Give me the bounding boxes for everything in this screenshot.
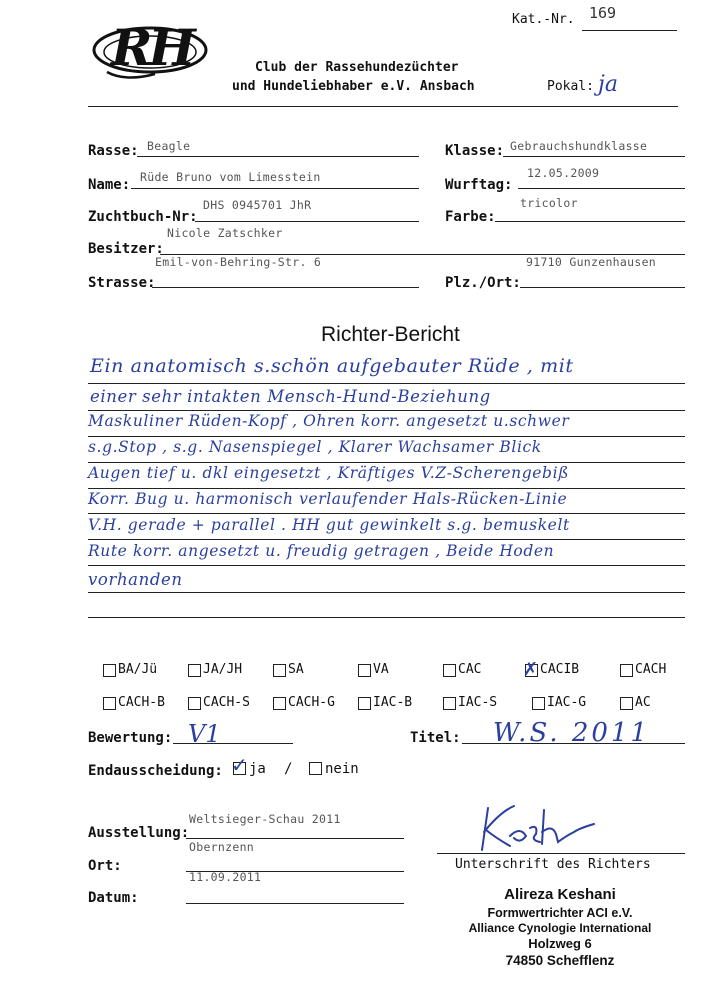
rasse-value: Beagle: [147, 139, 191, 153]
besitzer-label: Besitzer:: [88, 241, 164, 257]
rasse-line: [137, 156, 419, 157]
pokal-value: ja: [598, 72, 618, 97]
checkbox-sa-label: SA: [288, 662, 304, 677]
checkbox-iac-b-label: IAC-B: [373, 695, 413, 710]
checkbox-cach-b[interactable]: [103, 697, 116, 710]
club-logo: [85, 12, 215, 92]
check-mark-icon: ✓: [231, 753, 248, 777]
report-line-5: [88, 488, 685, 489]
report-line-6: [88, 513, 685, 514]
report-text-4: s.g.Stop , s.g. Nasenspiegel , Klarer Wachsamer Blick: [88, 438, 542, 456]
ort-label: Ort:: [88, 858, 122, 874]
klasse-label: Klasse:: [445, 143, 505, 159]
wurftag-line: [518, 188, 685, 189]
checkbox-iac-g[interactable]: [532, 697, 545, 710]
logo-monogram: RH: [111, 18, 192, 77]
report-text-7: V.H. gerade + parallel . HH gut gewinkelt s.g. bemuskelt: [88, 516, 570, 534]
report-text-6: Korr. Bug u. harmonisch verlaufender Hals-Rücken-Linie: [88, 490, 568, 508]
besitzer-value: Nicole Zatschker: [167, 226, 283, 240]
checkbox-cach-label: CACH: [635, 662, 667, 677]
report-line-9: [88, 592, 685, 593]
plz-value: 91710 Gunzenhausen: [526, 255, 657, 269]
stamp-line4: 74850 Schefflenz: [505, 953, 615, 968]
name-line: [131, 188, 419, 189]
club-name-line1: Club der Rassehundezüchter: [255, 60, 459, 75]
ausstellung-label: Ausstellung:: [88, 825, 190, 841]
strasse-line: [152, 287, 419, 288]
checkbox-cacib[interactable]: [523, 659, 539, 680]
checkbox-cac[interactable]: [443, 664, 456, 677]
checkbox-iac-s-label: IAC-S: [458, 695, 498, 710]
ort-value: Obernzenn: [189, 840, 255, 854]
farbe-value: tricolor: [520, 196, 578, 210]
signature-caption: Unterschrift des Richters: [455, 857, 651, 872]
wurftag-label: Wurftag:: [445, 177, 513, 193]
ausstellung-value: Weltsieger-Schau 2011: [189, 812, 341, 826]
checkbox-sa[interactable]: [273, 664, 286, 677]
bewertung-label: Bewertung:: [88, 730, 173, 746]
checkbox-iac-s[interactable]: [443, 697, 456, 710]
strasse-label: Strasse:: [88, 275, 156, 291]
kat-nr-value: 169: [589, 4, 617, 22]
endaus-separator: /: [284, 761, 293, 777]
report-line-8: [88, 565, 685, 566]
wurftag-value: 12.05.2009: [527, 166, 600, 180]
checkbox-ac-label: AC: [635, 695, 651, 710]
judge-stamp: [445, 886, 675, 986]
report-line-10: [88, 617, 685, 618]
titel-value: W.S. 2011: [493, 718, 651, 748]
report-text-8: Rute korr. angesetzt u. freudig getragen , Beide Hoden: [88, 542, 555, 560]
cross-mark-icon: ✗: [523, 659, 539, 680]
report-text-2: einer sehr intakten Mensch-Hund-Beziehung: [90, 387, 491, 406]
endaus-nein-label: nein: [325, 761, 359, 777]
checkbox-endaus-ja[interactable]: [231, 753, 248, 777]
rasse-label: Rasse:: [88, 143, 139, 159]
judge-signature: [470, 802, 600, 854]
report-line-1: [88, 383, 685, 384]
stamp-line3: Holzweg 6: [528, 936, 592, 951]
bewertung-value: V1: [188, 720, 221, 748]
signature-line: [437, 853, 685, 854]
bewertung-line: [173, 743, 293, 744]
checkbox-ja-jh-label: JA/JH: [203, 662, 243, 677]
checkbox-va[interactable]: [358, 664, 371, 677]
report-line-7: [88, 539, 685, 540]
plz-line: [520, 287, 685, 288]
datum-value: 11.09.2011: [189, 870, 262, 884]
name-label: Name:: [88, 177, 131, 193]
datum-label: Datum:: [88, 890, 139, 906]
report-line-2: [88, 410, 685, 411]
checkbox-ac[interactable]: [620, 697, 633, 710]
report-text-3: Maskuliner Rüden-Kopf , Ohren korr. angesetzt u.schwer: [88, 412, 570, 430]
kat-nr-line: [582, 30, 677, 31]
titel-line: [462, 743, 685, 744]
plz-label: Plz./Ort:: [445, 275, 521, 291]
checkbox-iac-g-label: IAC-G: [547, 695, 587, 710]
report-title: Richter-Bericht: [321, 323, 460, 346]
kat-nr-label: Kat.-Nr.: [512, 12, 575, 27]
checkbox-cach-g[interactable]: [273, 697, 286, 710]
datum-line: [186, 903, 404, 904]
ausstellung-line: [186, 838, 404, 839]
report-text-5: Augen tief u. dkl eingesetzt , Kräftiges V.Z-Scherengebiß: [88, 464, 570, 482]
checkbox-ja-jh[interactable]: [188, 664, 201, 677]
checkbox-cach-g-label: CACH-G: [288, 695, 335, 710]
farbe-line: [495, 221, 685, 222]
report-text-9: vorhanden: [88, 570, 183, 589]
checkbox-endaus-nein[interactable]: [309, 762, 322, 775]
report-line-3: [88, 436, 685, 437]
checkbox-cach-s[interactable]: [188, 697, 201, 710]
checkbox-ba-ju[interactable]: [103, 664, 116, 677]
checkbox-ba-ju-label: BA/Jü: [118, 662, 158, 677]
report-text-1: Ein anatomisch s.schön aufgebauter Rüde , mit: [90, 355, 574, 377]
stamp-name: Alireza Keshani: [504, 886, 616, 903]
header-rule: [88, 106, 678, 107]
strasse-value: Emil-von-Behring-Str. 6: [155, 255, 322, 269]
endausscheidung-label: Endausscheidung:: [88, 763, 223, 779]
checkbox-cacib-label: CACIB: [540, 662, 580, 677]
zuchtbuch-label: Zuchtbuch-Nr:: [88, 209, 198, 225]
titel-label: Titel:: [410, 730, 461, 746]
checkbox-cach-b-label: CACH-B: [118, 695, 165, 710]
zuchtbuch-line: [195, 221, 419, 222]
checkbox-iac-b[interactable]: [358, 697, 371, 710]
report-line-4: [88, 462, 685, 463]
zuchtbuch-value: DHS 0945701 JhR: [203, 198, 312, 212]
farbe-label: Farbe:: [445, 209, 496, 225]
checkbox-va-label: VA: [373, 662, 389, 677]
endaus-ja-label: ja: [249, 761, 266, 777]
club-name-line2: und Hundeliebhaber e.V. Ansbach: [232, 79, 475, 94]
checkbox-cach-s-label: CACH-S: [203, 695, 250, 710]
checkbox-cac-label: CAC: [458, 662, 482, 677]
klasse-value: Gebrauchshundklasse: [510, 139, 648, 153]
stamp-line1: Formwertrichter ACI e.V.: [487, 906, 633, 920]
name-value: Rüde Bruno vom Limesstein: [140, 170, 321, 184]
pokal-label: Pokal:: [547, 79, 594, 94]
checkbox-cach[interactable]: [620, 664, 633, 677]
stamp-line2: Alliance Cynologie International: [468, 921, 652, 935]
klasse-line: [503, 156, 685, 157]
